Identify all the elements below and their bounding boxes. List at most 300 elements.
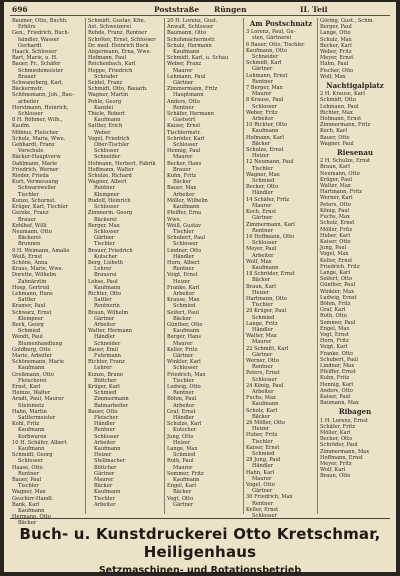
- directory-entry: Schäfer, Fritz: [320, 423, 356, 430]
- directory-entry: Maurer: [252, 339, 272, 346]
- directory-entry: Maurer: [173, 340, 193, 347]
- directory-entry: Rentner: [173, 390, 194, 397]
- directory-entry: Möller, Fritz: [320, 226, 352, 233]
- directory-entry: Lehrer: [94, 266, 112, 273]
- directory-entry: Kuhn, Fritz: [320, 375, 350, 382]
- directory-entry: Schneider: [252, 54, 279, 61]
- directory-entry: Händler: [94, 421, 116, 428]
- directory-entry: Schäfer, Hermann: [167, 111, 214, 118]
- directory-entry: Maurer: [252, 202, 272, 209]
- directory-entry: Kunze, Schornst.: [12, 197, 56, 204]
- directory-entry: Schlosser: [173, 142, 198, 149]
- directory-entry: Vorschule: [18, 148, 44, 155]
- page-number: 696: [12, 5, 28, 14]
- directory-entry: Baumer, Otto, Buchh.: [12, 18, 68, 24]
- directory-entry: Rentner: [173, 104, 194, 111]
- directory-entry: Brauer: [173, 166, 191, 173]
- directory-entry: Kaufmann: [173, 328, 200, 335]
- directory-entry: Arbeiter: [94, 501, 116, 508]
- directory-entry: 8 Krause, Paul: [246, 97, 284, 104]
- directory-entry: Hennig, Paul: [167, 148, 201, 155]
- directory-entry: Tischler: [18, 191, 39, 198]
- directory-entry: Becker, Otto: [246, 184, 279, 191]
- directory-entry: Krüger, Paul: [320, 176, 353, 183]
- directory-entry: Jung, Otto: [167, 433, 194, 440]
- directory-entry: Becker, Hans: [167, 160, 202, 167]
- directory-entry: Weber, Fritz: [320, 49, 352, 56]
- ad-subtitle: Setzmaschinen- und Rotationsbetrieb: [98, 565, 302, 576]
- directory-entry: Maurer: [252, 91, 272, 98]
- directory-entry: Zimmermann: [94, 396, 129, 403]
- directory-entry: Becker, Karl: [320, 42, 352, 49]
- directory-entry: Hermann, Otto: [12, 514, 51, 521]
- directory-entry: Friedrich, Werner: [12, 166, 59, 173]
- street-section-heading: Am Postschnatz: [249, 19, 313, 28]
- directory-entry: Brauer: [18, 73, 36, 80]
- directory-entry: Bäcker: [173, 179, 192, 186]
- directory-entry: Angermann, Erna, Wwe.: [88, 49, 152, 56]
- directory-entry: 6 Bauer, Otto, Tischler: [246, 41, 305, 48]
- directory-entry: Bauer, Emil: [88, 346, 118, 353]
- directory-entry: Meyer, Fritz: [320, 461, 352, 468]
- directory-entry: Hauptmann: [173, 92, 204, 99]
- directory-entry: Hartmann, Fritz: [320, 189, 362, 196]
- directory-entry: Bäcker: [252, 140, 271, 147]
- directory-entry: Franke, Otto: [320, 350, 353, 357]
- directory-entry: Engel, Karl: [167, 483, 197, 490]
- directory-entry: 10 Richter, Otto: [246, 122, 288, 129]
- directory-entry: Schwarz, Ernst: [12, 309, 52, 316]
- directory-entry: Händler: [94, 334, 116, 341]
- directory-entry: Friedrich, Fritz: [320, 263, 360, 270]
- directory-entry: Wagner, Max: [12, 489, 46, 496]
- directory-entry: Schmied: [252, 451, 275, 458]
- directory-entry: 26 Möller, Otto: [246, 420, 286, 426]
- directory-entry: Gärtner: [173, 501, 194, 508]
- directory-entry: Ober-Tischler: [94, 142, 130, 149]
- directory-entry: Händler: [252, 190, 274, 197]
- directory-entry: Friedrich, Max: [167, 371, 206, 378]
- directory-entry: Schulze, Ernst: [246, 147, 284, 154]
- directory-entry: Kurt, Vermessung: [12, 179, 59, 186]
- directory-entry: Weber, Franz: [167, 61, 202, 68]
- directory-entry: Möller, Wilhelm: [167, 197, 208, 204]
- directory-entry: Arbeiter: [173, 290, 195, 297]
- directory-entry: Schulze, Karl: [167, 421, 202, 428]
- directory-entry: Keller, Ernst: [320, 257, 353, 264]
- directory-entry: Wendt, Paul: [12, 334, 43, 341]
- directory-page: [4, 2, 396, 576]
- directory-entry: Gastwirt: [173, 117, 196, 124]
- directory-entry: Wolf, Karl: [320, 467, 346, 474]
- directory-entry: Lange, Karl: [320, 269, 351, 276]
- directory-entry: Hosp, Gertrud: [12, 284, 50, 291]
- directory-entry: Kaufmann: [173, 477, 200, 484]
- directory-entry: Reichenbach, Karl: [88, 61, 136, 68]
- street-section-heading: Nachtigalplatz: [326, 81, 384, 91]
- directory-entry: Geschirr-Handl.: [12, 495, 54, 502]
- directory-entry: Kutscher: [94, 253, 118, 260]
- directory-entry: Kramer, Paul: [12, 303, 46, 310]
- directory-entry: Hofmann, Karl: [246, 134, 284, 141]
- directory-entry: Bauer, Fr., Schäfer: [12, 61, 61, 68]
- directory-entry: Maurer: [173, 154, 193, 161]
- directory-entry: Meyer, Ernst: [320, 55, 354, 62]
- directory-entry: Heizer: [173, 278, 191, 285]
- directory-entry: Kanzlei: [94, 104, 114, 111]
- directory-entry: Bäckerei: [18, 235, 41, 242]
- directory-entry: Möller, Karl: [320, 430, 351, 436]
- directory-entry: Rentner: [252, 78, 273, 85]
- directory-entry: Krüger, Karl: [88, 383, 120, 390]
- directory-entry: Sattlermeister: [18, 415, 56, 421]
- directory-entry: Kaiser, Paul: [320, 393, 351, 400]
- directory-entry: Fuhrmann: [94, 352, 121, 359]
- directory-entry: Schlosser: [94, 204, 119, 211]
- directory-entry: Baumann, Max: [320, 400, 359, 407]
- directory-entry: Ludwig, Ernst: [320, 294, 357, 301]
- directory-entry: Schönemann, Joh., Bau-: [12, 92, 74, 99]
- directory-entry: Schmidt, Karl: [246, 60, 282, 67]
- directory-entry: Maurer: [173, 464, 193, 471]
- directory-entry: Anwalt, Schlosser: [167, 24, 214, 31]
- directory-entry: Rentner: [173, 266, 194, 273]
- directory-entry: Richter, Otto: [88, 290, 122, 297]
- directory-entry: Heizer: [252, 289, 270, 296]
- directory-entry: Schuhmachermstr.: [167, 36, 216, 43]
- directory-entry: Brunnen: [18, 241, 41, 248]
- directory-entry: 7 Berger, Max: [246, 85, 283, 92]
- directory-entry: Vogt, Ernst: [320, 331, 349, 338]
- directory-entry: Gärtner: [252, 66, 273, 73]
- directory-entry: Ernst, Karl: [12, 383, 41, 390]
- directory-entry: Thiele, Robert: [88, 111, 125, 118]
- directory-entry: Lehmann, Paul: [167, 73, 206, 80]
- directory-entry: Schmidt, Karl, u. Schau: [167, 55, 229, 62]
- header-rule: [10, 15, 390, 16]
- directory-entry: Lehrer: [94, 365, 112, 372]
- directory-entry: Göring, Gust., Schm.: [320, 18, 374, 24]
- directory-entry: Kaufmann: [252, 128, 279, 135]
- directory-entry: Koch, Ernst: [246, 209, 277, 216]
- directory-entry: Horn, Albert: [167, 259, 200, 266]
- directory-entry: Heizer: [252, 426, 270, 433]
- directory-entry: Kaufmann: [18, 508, 45, 515]
- directory-entry: 28 Jung, Paul: [246, 457, 281, 464]
- directory-entry: Bäcker: [173, 315, 192, 322]
- directory-entry: Hahn, Karl: [246, 469, 275, 476]
- directory-entry: Rehde, Franz, Rentner: [88, 30, 147, 37]
- directory-entry: Berg, Lisbeth: [88, 259, 123, 266]
- directory-entry: sten, Gärtnerei: [252, 35, 292, 42]
- directory-entry: 30 Friedrich, Max: [246, 494, 293, 501]
- directory-entry: Arbeiter: [252, 116, 274, 123]
- directory-entry: Gärtner: [173, 80, 194, 87]
- directory-entry: Hoffmann, Walter: [88, 166, 134, 173]
- directory-entry: Fischer, Otto: [320, 67, 354, 74]
- directory-entry: Tischler: [173, 228, 194, 235]
- directory-entry: Gärtner: [94, 235, 115, 242]
- street-heading: Poststraße: [154, 5, 200, 14]
- directory-entry: Pfeiffer, Ernst: [320, 369, 356, 376]
- directory-entry: Jung, Paul: [320, 245, 347, 252]
- directory-entry: Händler: [173, 415, 195, 421]
- directory-entry: Lehmann, Hans: [12, 290, 53, 297]
- directory-entry: Wolf, Max: [246, 258, 272, 265]
- directory-entry: König, Paul: [320, 207, 350, 214]
- directory-entry: Schulz, Hermann: [167, 42, 212, 49]
- directory-entry: Bäckerei: [94, 216, 117, 223]
- directory-entry: Bäckermstr.: [12, 86, 44, 93]
- directory-entry: Schlosser: [252, 513, 277, 520]
- directory-entry: Schlosser: [18, 111, 43, 118]
- directory-entry: Weiß, Gustav: [167, 222, 202, 229]
- directory-entry: 8 H. Röhmer, Wilh.,: [12, 117, 63, 124]
- city-heading: Rüngen: [214, 5, 247, 14]
- directory-entry: Bank, Karl: [12, 501, 40, 508]
- directory-entry: Anders, Otto: [167, 98, 200, 105]
- directory-entry: Ludwig, Otto: [167, 383, 201, 390]
- directory-entry: Rentner: [252, 364, 273, 371]
- directory-entry: Keller, Ernst: [246, 506, 279, 513]
- directory-entry: 22 Schmitt, Karl: [246, 345, 289, 352]
- directory-entry: Rieder, Frieda: [12, 173, 49, 180]
- directory-entry: Haase, Otto: [12, 464, 43, 471]
- directory-entry: Tischler: [94, 241, 115, 248]
- column-divider: [164, 18, 165, 514]
- directory-entry: Arbeiter: [252, 252, 274, 259]
- directory-entry: Klempner: [94, 191, 120, 198]
- directory-entry: Haack, Schlosser: [12, 49, 57, 56]
- directory-entry: Arndt, Paul, Maurer: [12, 396, 64, 403]
- directory-entry: Brauer: [18, 216, 36, 223]
- directory-entry: Rentner: [252, 227, 273, 234]
- directory-entry: Schmiedemeister: [18, 67, 63, 74]
- directory-entry: 2 H. Schulze, Ernst: [320, 158, 371, 165]
- directory-entry: Neumann, Otto: [12, 228, 52, 235]
- directory-entry: Hennig, Karl: [320, 381, 354, 388]
- directory-entry: 14 Schäfer, Fritz: [246, 196, 290, 203]
- directory-entry: Sommer, Paul: [320, 319, 356, 326]
- directory-entry: Kaufmann, Otto: [246, 47, 288, 54]
- directory-entry: Kuhn, Fritz: [167, 173, 197, 180]
- directory-entry: Kaufmann: [94, 489, 121, 496]
- directory-entry: Schlosser: [252, 376, 277, 383]
- column-divider: [85, 18, 86, 514]
- directory-column-5: [320, 18, 390, 514]
- directory-entry: Zimmerm. Georg: [88, 210, 133, 217]
- directory-entry: Vogel, Otto: [246, 482, 275, 489]
- directory-entry: Koch, Karl: [320, 128, 348, 135]
- directory-entry: Ast, Schweizerei: [88, 24, 131, 31]
- directory-entry: Arbeiter: [94, 321, 116, 328]
- directory-entry: Lehmann, Paul: [320, 103, 359, 110]
- directory-entry: Schwarzweller: [18, 185, 57, 192]
- directory-entry: Engel, Max: [320, 325, 350, 332]
- directory-entry: Hartmann, Otto: [246, 295, 287, 302]
- directory-entry: Kaiser, Otto: [320, 238, 351, 245]
- directory-entry: Schlosser: [94, 148, 119, 155]
- directory-entry: Berger, Paul: [320, 24, 352, 31]
- directory-entry: Kraus, Marie, Wwe.: [12, 266, 64, 273]
- directory-entry: Huber, Fritz: [246, 432, 278, 439]
- directory-entry: Wagner, Martin: [88, 92, 129, 99]
- directory-entry: Kaufm.: [12, 123, 31, 130]
- column-divider: [243, 18, 244, 514]
- directory-entry: händler, Wasser: [18, 36, 60, 43]
- directory-entry: Schulz, Max: [320, 36, 352, 43]
- directory-entry: Hofmann, Ernst: [320, 116, 362, 123]
- directory-entry: Vogel, Max: [320, 251, 349, 258]
- directory-entry: Gärtner: [94, 315, 115, 322]
- directory-entry: Braun, Karl: [320, 164, 350, 171]
- directory-entry: Sattler, Erich: [88, 123, 123, 130]
- directory-entry: Zimmermann, Fritz: [167, 86, 218, 93]
- directory-entry: Lindner, Otto: [167, 247, 202, 254]
- directory-entry: Fuchs, Max: [246, 395, 276, 402]
- directory-entry: Gärtner: [252, 351, 273, 358]
- directory-entry: Zimmermann, Fritz: [320, 122, 371, 129]
- directory-entry: Schlosser: [94, 433, 119, 440]
- directory-entry: Bäcker: [252, 413, 271, 420]
- directory-entry: Gen., Friedrich, Buch-: [12, 30, 70, 37]
- directory-entry: Braun, Karl: [246, 283, 276, 290]
- directory-column-1: [12, 18, 84, 527]
- directory-entry: Hoppe, Friedrich: [88, 67, 133, 74]
- directory-entry: Rentner: [94, 427, 115, 434]
- directory-entry: Kunze, Bruno: [88, 371, 123, 378]
- directory-entry: Kaufmann: [94, 117, 121, 124]
- directory-entry: Tischler: [173, 377, 194, 384]
- directory-entry: Schmidt, Otto, Bauarb.: [88, 86, 148, 93]
- directory-entry: Möbius, Fleischer: [12, 129, 59, 136]
- directory-entry: Werner, Karl: [320, 195, 353, 202]
- directory-column-3: [167, 18, 241, 514]
- directory-entry: Graf, Karl: [320, 307, 346, 314]
- directory-entry: Händler: [252, 326, 274, 333]
- directory-entry: Beck, Georg: [12, 321, 44, 328]
- directory-entry: Scholz, Karl: [246, 407, 278, 414]
- street-section-heading: Riesenau: [336, 148, 374, 158]
- directory-entry: Bäcker: [94, 483, 113, 490]
- directory-entry: Kaufmann: [173, 204, 200, 211]
- directory-entry: Schulz, Maria, Wwe.: [12, 135, 66, 142]
- directory-entry: Schröter, Ernst, Schlosser: [88, 36, 156, 43]
- directory-entry: Arbeiter: [252, 388, 274, 395]
- printer-advertisement: [10, 518, 390, 576]
- directory-entry: Berger, Hans: [167, 334, 201, 341]
- directory-entry: arbeiter: [18, 98, 39, 105]
- directory-entry: Sattler: [94, 297, 112, 304]
- directory-entry: Pohle, Georg: [88, 98, 122, 105]
- directory-entry: Tischler: [252, 438, 273, 445]
- directory-entry: 9 H. Weimann, Amalie: [12, 247, 70, 254]
- directory-entry: Scholz, Ernst: [320, 220, 355, 227]
- directory-entry: Peters, Ernst: [246, 370, 280, 377]
- directory-entry: Maurer: [173, 67, 193, 74]
- directory-entry: Rentner: [252, 500, 273, 507]
- directory-entry: Rudolf, Heinrich: [88, 197, 131, 204]
- directory-entry: Schlosser: [173, 241, 198, 248]
- directory-entry: Walter, Max: [246, 333, 277, 340]
- directory-entry: Fleischer: [94, 415, 119, 421]
- directory-entry: Heinze, Walter: [12, 390, 51, 397]
- directory-entry: Klempner: [18, 315, 44, 322]
- directory-entry: Schubert, Paul: [167, 235, 206, 242]
- directory-entry: Schneider: [94, 340, 121, 347]
- directory-entry: Baumann, Otto: [167, 30, 207, 37]
- directory-entry: Wagner, Albert: [88, 179, 127, 186]
- directory-entry: Rentnerin: [94, 303, 120, 310]
- directory-entry: Bauer, Paul: [12, 477, 42, 484]
- directory-entry: Bauer, Max: [167, 185, 197, 192]
- directory-entry: Schlosser: [94, 228, 119, 235]
- directory-entry: Fuchs, Max: [320, 214, 350, 221]
- directory-entry: Sattler: [18, 297, 36, 304]
- directory-entry: Schröder, Paul: [320, 442, 358, 449]
- page-header: [4, 2, 396, 16]
- directory-entry: Heizer: [173, 439, 191, 446]
- directory-entry: Kaufmann: [18, 427, 45, 434]
- directory-entry: Wagner, Paul: [320, 140, 354, 147]
- directory-entry: Schmied: [252, 314, 275, 321]
- directory-entry: Rentner: [18, 470, 39, 477]
- directory-entry: Schmidt, Otto: [320, 97, 356, 104]
- directory-entry: Kutscher: [173, 427, 197, 434]
- directory-entry: Tischler: [252, 302, 273, 309]
- directory-entry: Korbwaren: [18, 433, 47, 440]
- directory-entry: Lindner, Max: [320, 362, 355, 369]
- directory-entry: Pfeiffer, Erna: [167, 210, 202, 217]
- directory-entry: Goldberg, Otto: [12, 346, 51, 353]
- directory-entry: Winkler, Karl: [167, 359, 201, 366]
- directory-entry: Kaufmann: [94, 446, 121, 453]
- section-label: II. Teil: [300, 5, 328, 14]
- directory-entry: Anders, Otto: [320, 387, 353, 394]
- directory-entry: Braun, Otto: [320, 473, 351, 480]
- directory-entry: Böttcher: [94, 377, 117, 384]
- directory-entry: Kaiser, Ernst: [246, 444, 280, 451]
- directory-entry: Zahnärztin: [18, 278, 47, 285]
- directory-entry: Franke, Karl: [167, 284, 200, 291]
- directory-entry: Kohlhof, Willi: [12, 222, 47, 229]
- directory-entry: Lange, Fritz: [246, 320, 278, 327]
- directory-entry: Voigt, Ernst: [167, 272, 198, 279]
- directory-entry: Schlosser: [252, 103, 277, 110]
- directory-entry: Meyer, Paul: [246, 246, 277, 253]
- directory-entry: Hoffmann, Ernst: [320, 454, 363, 461]
- directory-entry: Becker, Otto: [320, 436, 353, 443]
- directory-entry: Bäcker-Hauptverw.: [12, 154, 62, 161]
- directory-entry: 18 Schröder, Ernst: [246, 271, 295, 278]
- directory-column-4: [246, 18, 316, 520]
- directory-entry: Werner, Otto: [246, 357, 280, 364]
- directory-entry: Weber, Fritz: [246, 109, 278, 116]
- directory-entry: Hahn, Paul: [320, 61, 349, 68]
- directory-entry: Dr. med. Heinrich Bock: [88, 42, 149, 49]
- directory-entry: Schlosser: [18, 458, 43, 465]
- directory-entry: Hahn, Martin: [12, 408, 47, 415]
- directory-entry: Fleischerei: [18, 377, 47, 384]
- directory-entry: Richter, Max: [320, 109, 353, 116]
- column-divider: [317, 18, 318, 514]
- directory-entry: Kaufmann: [252, 264, 279, 271]
- directory-entry: Bahnarbeiter: [94, 402, 129, 409]
- directory-entry: Lohse, Paul: [88, 278, 118, 285]
- directory-entry: Seifert, Paul: [167, 309, 199, 316]
- directory-entry: Krause, Max: [167, 297, 200, 304]
- directory-entry: Bäcker: [173, 489, 192, 496]
